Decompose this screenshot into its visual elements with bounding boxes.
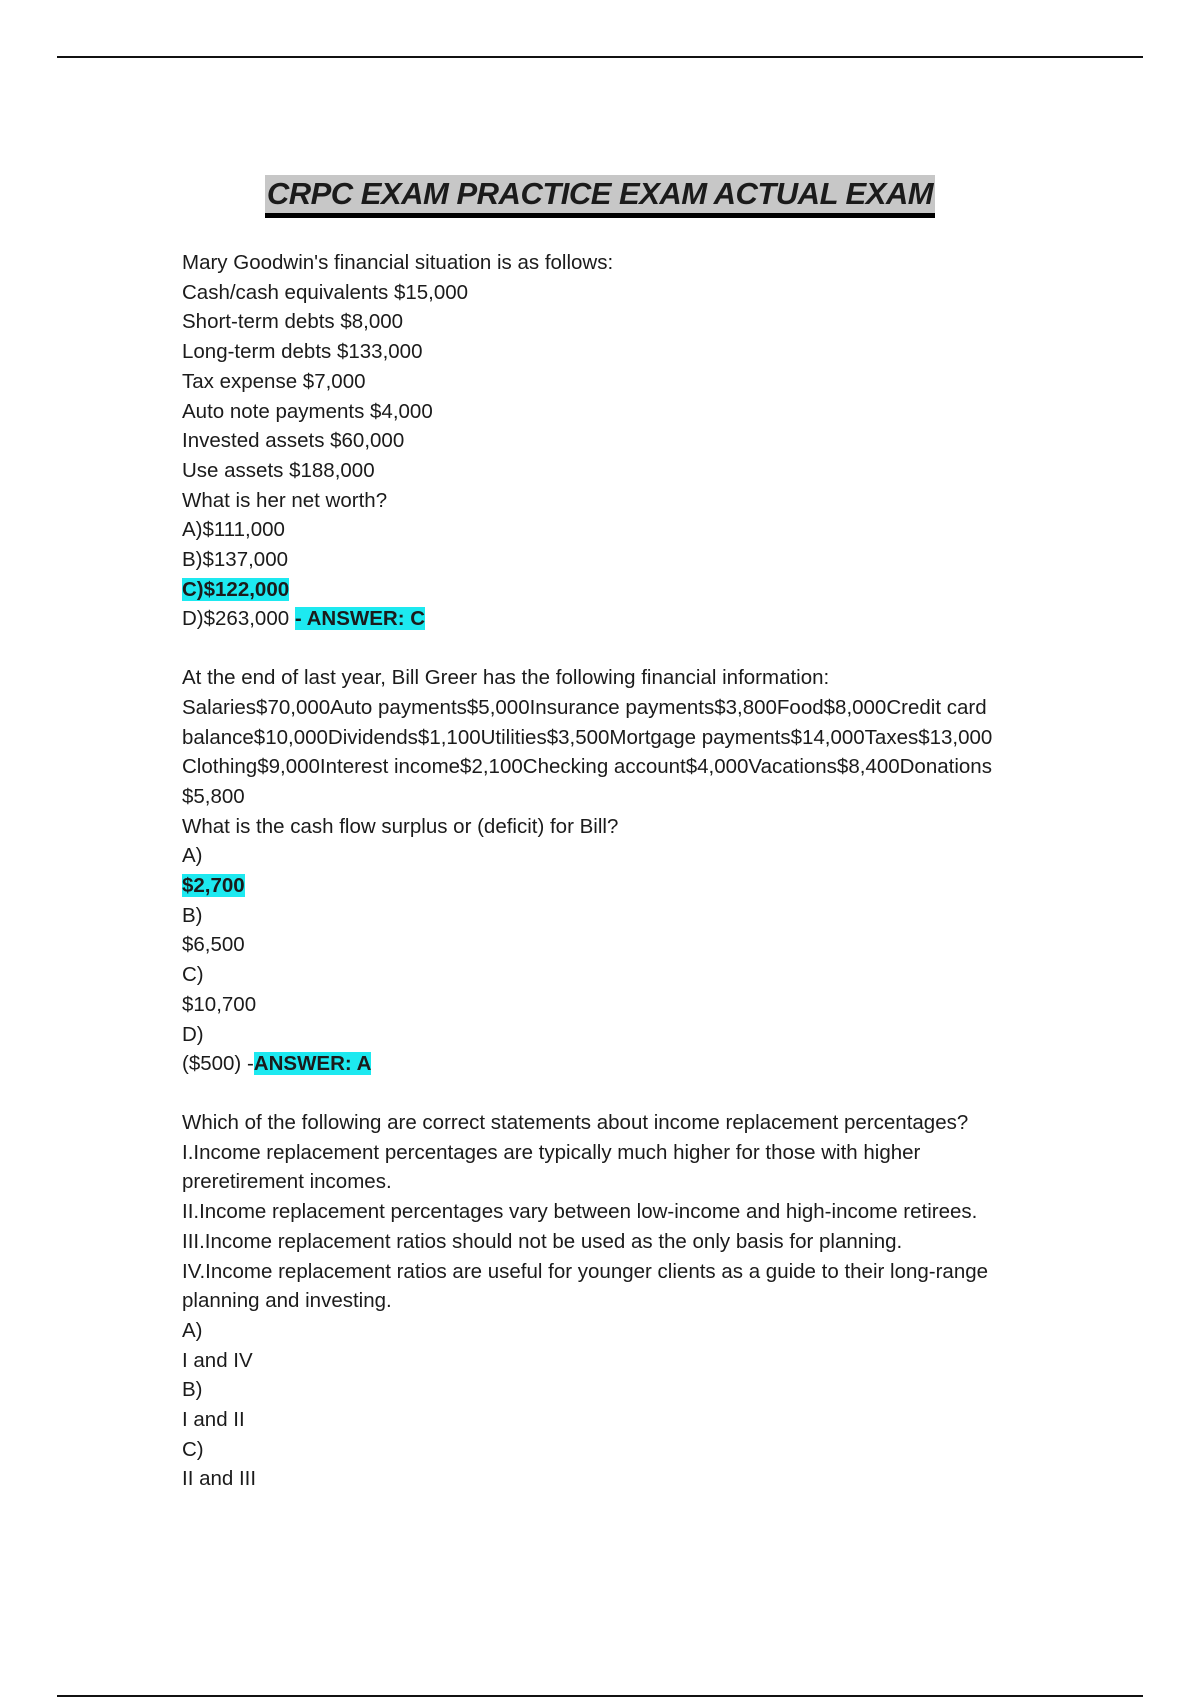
title-container [0,175,1200,218]
document-body [182,248,1012,1494]
q1-intro: Mary Goodwin's financial situation is as follows: [182,251,614,274]
page-title: CRPC EXAM PRACTICE EXAM ACTUAL EXAM [265,175,935,218]
q1-question: What is her net worth? [182,488,388,512]
q2-label-d: D) [182,1022,204,1046]
q3-statement-4: IV.Income replacement ratios are useful for younger clients as a guide to their long-range planning and investing. [182,1259,989,1313]
q3-question: Which of the following are correct statements about income replacement percentages? [182,1110,969,1134]
question-1 [182,248,1012,634]
q1-option-a: A)$111,000 [182,518,285,542]
q1-item: Tax expense $7,000 [182,369,366,393]
q2-intro: At the end of last year, Bill Greer has the following financial information: [182,666,830,690]
q2-label-a: A) [182,844,203,868]
q3-statement-3: III.Income replacement ratios should not be used as the only basis for planning. [182,1229,903,1253]
q1-option-b: B)$137,000 [182,548,289,572]
q2-question: What is the cash flow surplus or (deficit) for Bill? [182,814,619,838]
q3-value-a: I and IV [182,1348,253,1372]
q3-label-a: A) [182,1318,203,1342]
question-2 [182,663,1012,1079]
q1-item: Auto note payments $4,000 [182,399,433,423]
q1-item: Short-term debts $8,000 [182,310,404,334]
q1-item: Use assets $188,000 [182,458,375,482]
q1-item: Cash/cash equivalents $15,000 [182,280,469,304]
q2-data: Salaries$70,000Auto payments$5,000Insurance payments$3,800Food$8,000Credit card balance$10,000Dividends$1,100Utilities$3,500Mortgage payments$14,000Taxes$13,000Clothing$9,000Interest income$2,100Checking account$4,000Vacations$8,400Donations$5,800 [182,695,993,808]
q1-option-c-highlighted: C)$122,000 [182,577,290,601]
q1-option-d: D)$263,000 [182,607,290,631]
q2-value-d: ($500) - [182,1052,254,1076]
q3-label-b: B) [182,1378,203,1402]
q3-statement-2: II.Income replacement percentages vary between low-income and high-income retirees. [182,1200,978,1224]
q3-statement-1: I.Income replacement percentages are typically much higher for those with higher preretirement incomes. [182,1140,921,1194]
q2-value-a-highlighted: $2,700 [182,874,245,898]
q3-label-c: C) [182,1437,204,1461]
q1-item: Long-term debts $133,000 [182,340,423,364]
q1-item: Invested assets $60,000 [182,429,405,453]
q2-value-b: $6,500 [182,933,245,957]
q2-value-c: $10,700 [182,992,257,1016]
q2-label-b: B) [182,903,203,927]
q3-value-b: I and II [182,1408,245,1432]
q3-value-c: II and III [182,1467,257,1491]
top-rule [57,56,1143,58]
q2-label-c: C) [182,963,204,987]
q1-answer: - ANSWER: C [294,607,426,631]
q2-answer: ANSWER: A [253,1052,372,1076]
question-3 [182,1108,1012,1494]
bottom-rule [57,1695,1143,1697]
